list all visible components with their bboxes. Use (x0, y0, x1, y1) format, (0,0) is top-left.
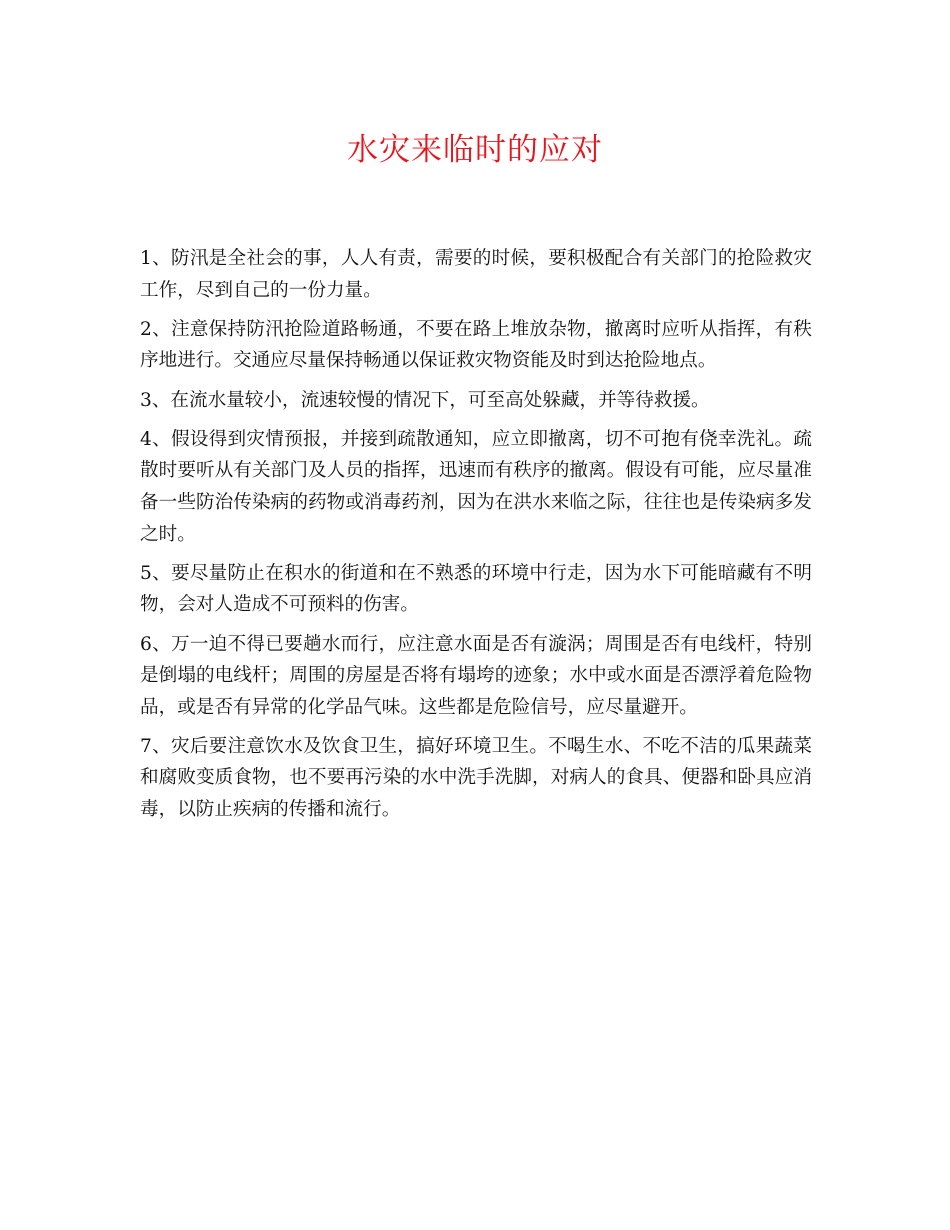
document-title: 水灾来临时的应对 (347, 132, 603, 168)
paragraph-6: 6、万一迫不得已要趟水而行，应注意水面是否有漩涡；周围是否有电线杆，特别是倒塌的电线杆；周围的房屋是否将有塌垮的迹象；水中或水面是否漂浮着危险物品，或是否有异常的化学品气味。这些都是危险信号，应尽量避开。 (140, 633, 812, 718)
paragraph-1: 1、防汛是全社会的事，人人有责，需要的时候，要积极配合有关部门的抢险救灾工作，尽到自己的一份力量。 (140, 248, 812, 301)
paragraph-7: 7、灾后要注意饮水及饮食卫生，搞好环境卫生。不喝生水、不吃不洁的瓜果蔬菜和腐败变质食物，也不要再污染的水中洗手洗脚，对病人的食具、便器和卧具应消毒，以防止疾病的传播和流行。 (140, 735, 812, 821)
paragraph-5: 5、要尽量防止在积水的街道和在不熟悉的环境中行走，因为水下可能暗藏有不明物，会对人造成不可预料的伤害。 (140, 562, 812, 616)
paragraph-4: 4、假设得到灾情预报，并接到疏散通知，应立即撤离，切不可抱有侥幸洗礼。疏散时要听从有关部门及人员的指挥，迅速而有秩序的撤离。假设有可能，应尽量准备一些防治传染病的药物或消毒药剂，因为在洪水来临之际，往往也是传染病多发之时。 (140, 428, 812, 545)
document-body (140, 243, 812, 833)
paragraph-2: 2、注意保持防汛抢险道路畅通，不要在路上堆放杂物，撤离时应听从指挥，有秩序地进行。交通应尽量保持畅通以保证救灾物资能及时到达抢险地点。 (140, 318, 812, 372)
paragraph-3: 3、在流水量较小，流速较慢的情况下，可至高处躲藏，并等待救援。 (140, 389, 710, 411)
